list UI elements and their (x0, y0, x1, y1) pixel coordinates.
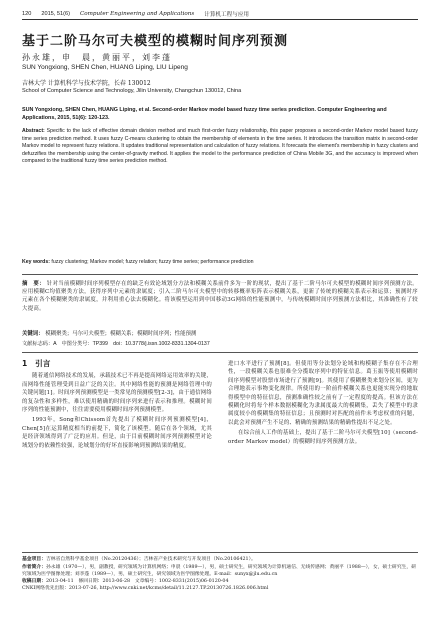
body-paragraph: 1993年，Song和Chissom首先提出了模糊时间序列预测模型[4]，Chen[5]在运算精度相当的前提下，简化了该模型。随后在各个领域，尤其是经济领域得到了广泛的应用。但是，由于目前模糊时间序列预测模型对论域划分的依赖性较强，论域划分的好坏直接影响到预测结果的精度。 (22, 417, 212, 449)
keywords-cn-label: 关键词： (22, 331, 44, 337)
article-title: 基于二阶马尔可夫模型的模糊时间序列预测 (22, 34, 289, 49)
fund-note (22, 556, 418, 564)
abstract-label: Abstract: (22, 128, 45, 134)
author-text: 孙永雄（1970—），男，副教授，研究领域为计算机网络；申晨（1989—），男，硕士研究生，研究领域为计算机通信、无线传感网；黄丽平（1988—），女，硕士研究生，研究领域为医学图像处理；刘李蓬（1989—），男，硕士研究生，研究领域为医学图像处理。E-mail：sunyx@jlu.edu.cn (22, 564, 417, 577)
author-note (22, 564, 418, 579)
divider-line (22, 352, 418, 353)
body-column-left (22, 360, 212, 452)
keywords-chinese (22, 330, 418, 338)
page-number: 120 (22, 10, 32, 17)
running-header (22, 8, 418, 20)
abstract-chinese (22, 280, 418, 313)
body-column-right (228, 360, 418, 448)
abstract-text: Specific to the lack of effective domain division method and much first-order fuzzy relationship, this paper proposes a second-order Markov model based fuzzy time series prediction method. It uses fuzzy C-means clustering to obtain the membership of elements in the time series. It introduces the transition matrix in second-order Markov model to represent fuzzy relations. It updates traditional representation and calculation of fuzzy relations. It forecasts the element's membership in fuzzy clusters and defuzzifies the membership using the center-of-gravity method. It applies the model to the performance prediction of China Mobile 3G, and the accuracy is improved when compared to the traditional fuzzy time series prediction method. (22, 128, 418, 165)
abstract-cn-label: 摘 要： (22, 281, 45, 287)
keywords-cn-text: 模糊聚类；马尔可夫模型；模糊关系；模糊时间序列；性能预测 (45, 331, 197, 337)
authors-chinese: 孙永雄，申 晨，黄丽平，刘李蓬 (22, 53, 172, 62)
classification-info: 文献标志码：A 中图分类号：TP399 doi：10.3778/j.issn.1002-8331.1304-0137 (22, 341, 210, 347)
keywords-text: fuzzy clustering; Markov model; fuzzy relation; fuzzy time series; performance prediction (51, 259, 254, 265)
body-paragraph: 随着通信网络技术的发展，承载技术已不再是提高网络运用效率的关键，而网络性能管理受到日益广泛的关注。其中网络性能的预测是网络管理中的关键问题[1]。时间序列预测模型是一类常见的预测模型[2-3]，由于通信网络的复杂性和多样性，难以使用精确的时间序列来进行表示和推理。模糊时间序列的性能预测中，往往需要使用模糊时间序列预测模型。 (22, 373, 212, 414)
authors-english: SUN Yongxiong, SHEN Chen, HUANG Liping, LIU Lipeng (22, 64, 188, 71)
footnotes (22, 552, 418, 593)
body-paragraph: 进口水平进行了预测[8]。但使用等分法划分论域和构模糊子集存在不合理性，一段模糊关系也很难全分揽取序列中的特征信息。葛玉振等使用模糊时间序列模型对股票市场进行了预测[9]。其使用了模糊聚类来划分区间，更为合理地表示事物变化规律。所使用的一阶前件模糊关系也更能实现分的地取得模型中的特征信息，预测准确性较之前有了一定程度的提高。但该方法在模糊化时将每个样本数据模糊化为隶属度最大的模糊集，丢失了模型中的隶属度较小的模糊集的特征信息；且预测时对匹配的前件未考虑权重的问题，以此会对预测产生不足的、精确的预测结果的精确性提出不足之处。 (228, 361, 418, 426)
affiliation-chinese: 吉林大学 计算机科学与技术学院，长春 130012 (22, 80, 151, 87)
fund-text: 吉林省自然科学基金项目（No.20120436）；吉林省产业技术研究与开发项目（No.20106421）。 (46, 557, 256, 562)
affiliation-english: School of Computer Science and Technology, Jilin University, Changchun 130012, China (22, 88, 242, 94)
journal-name-cn: 计算机工程与应用 (204, 11, 250, 18)
abstract-english (22, 128, 418, 166)
section-heading: 1 引言 (22, 359, 51, 368)
fund-label: 基金项目： (22, 556, 46, 562)
abstract-cn-text: 针对当前模糊时间序列模型存在的缺乏有效论域划分方法和模糊关系前件多为一阶的现状，提出了基于二阶马尔可夫模型的模糊时间序列预测方法。应用模糊C均值聚类方法，获得序列中元素的隶属度；引入二阶马尔可夫模型中的转移概率矩阵表示模糊关系，更新了传统的模糊关系表示和运算；预测时序元素在各个模糊聚类的隶属度，并利用重心法去模糊化。将该模型运用到中国移动3G网络的性能预测中，与传统模糊时间序列预测方法相比，其准确性有了较大提高。 (22, 281, 418, 312)
keywords-label: Key words: (22, 259, 50, 265)
keywords-english (22, 259, 418, 267)
divider-line (22, 274, 418, 275)
citation-reference: SUN Yongxiong, SHEN Chen, HUANG Liping, et al. Second-order Markov model based fuzzy time series prediction. Computer Engineering and Applications, 2015, 51(6): 120-123. (22, 107, 387, 121)
body-paragraph: 在综合前人工作的基础上，提出了基于二阶马尔可夫模型[10]（second-order Markov model）的模糊时间序列预测方法。 (228, 430, 418, 445)
received-label: 收稿日期： (22, 578, 46, 585)
author-label: 作者简介： (22, 563, 46, 570)
online-note: CNKI网络优先出版：2013-07-26, http://www.cnki.net/kcms/detail/11.2127.TP.20130726.1826.006.html (22, 586, 269, 592)
journal-name-en: Computer Engineering and Applications (79, 10, 195, 17)
received-text: 2013-04-11 修回日期：2013-06-28 文章编号：1002-8331(2015)06-0120-04 (46, 579, 229, 585)
issue-info: 2015, 51(6) (41, 10, 70, 17)
